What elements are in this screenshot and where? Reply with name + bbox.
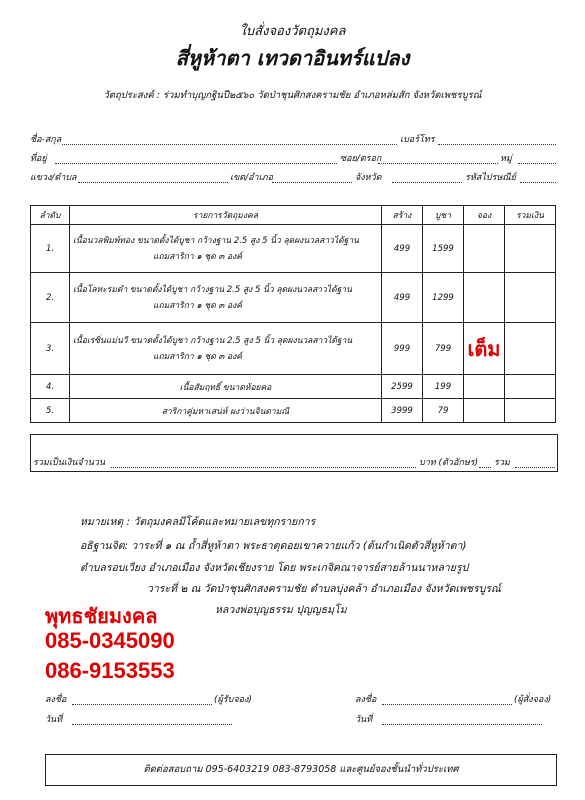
row-item: [70, 225, 382, 273]
row-reserve-cell[interactable]: [464, 225, 505, 273]
sign-label-right: ลงชื่อ: [355, 695, 377, 705]
baht-label: บาท (ตัวอักษร): [419, 458, 479, 468]
remark-note: หมายเหตุ : วัตถุมงคลมีโค้ดและหมายเลขทุกรายการ: [80, 516, 316, 528]
sign-label-left: ลงชื่อ: [45, 695, 67, 705]
row-item: เนื้อสัมฤทธิ์ ขนาดห้อยคอ: [70, 375, 382, 399]
address-label: ที่อยู่: [30, 154, 47, 164]
row-total-cell[interactable]: [505, 273, 556, 323]
sum-field[interactable]: [515, 466, 555, 468]
row-total-cell[interactable]: [505, 225, 556, 273]
row-made: 3999: [382, 399, 423, 423]
name-label: ชื่อ-สกุล: [30, 135, 62, 145]
phone-field[interactable]: [438, 143, 556, 145]
ceremony-line-3: วาระที่ ๒ ณ วัดป่าชุนศิกสงครามชัย ตำบลบุ่งคล้า อำเภอเมือง จังหวัดเพชรบูรณ์: [147, 583, 501, 595]
row-reserve-cell[interactable]: [464, 399, 505, 423]
form-title: ใบสั่งจองวัตถุมงคล: [239, 24, 346, 39]
village-label: หมู่: [500, 154, 512, 164]
booker-signature-field[interactable]: [382, 703, 512, 705]
ceremony-line-4: หลวงพ่อบุญธรรม ปุญญธมฺโม: [215, 604, 347, 616]
orderer-signature-field[interactable]: [72, 703, 212, 705]
item-description: เนื้อเรซิ่นแม่นวี ขนาดตั้งได้บูชา กว้างฐาน 2.5 สูง 5 นิ้ว ลุดผงนวลสาวได้ฐาน: [73, 335, 353, 346]
table-row: [31, 323, 556, 375]
row-price: 199: [423, 375, 464, 399]
table-row: [31, 399, 556, 423]
row-made: 499: [382, 225, 423, 273]
col-header-total: รวมเงิน: [505, 206, 556, 225]
sum-label: รวม: [494, 458, 510, 468]
shop-name: พุทธชัยมงคล: [45, 606, 158, 628]
province-label: จังหวัด: [355, 173, 382, 183]
item-description: เนื้อโลหะรมดำ ขนาดตั้งได้บูชา กว้างฐาน 2.5 สูง 5 นิ้ว ลุดผงนวลสาวได้ฐาน: [73, 284, 352, 295]
row-total-cell[interactable]: [505, 399, 556, 423]
village-field[interactable]: [518, 162, 556, 164]
col-header-made: สร้าง: [382, 206, 423, 225]
table-row: [31, 273, 556, 323]
main-title: สี่หูห้าตา เทวดาอินทร์แปลง: [175, 46, 410, 70]
item-bonus: แถมสาริกา ๑ ชุด ๓ องค์: [153, 351, 242, 362]
alley-label: ซอย/ตรอก: [340, 154, 382, 164]
postcode-field[interactable]: [520, 181, 556, 183]
ceremony-line-2: ตำบลรอบเวียง อำเภอเมือง จังหวัดเชียงราย โดย พระเกจิคณาจารย์สายล้านนาหลายรูป: [80, 562, 469, 574]
area-label: เขต/อำเภอ: [230, 173, 273, 183]
row-price: 1599: [423, 225, 464, 273]
district-label: แขวง/ตำบล: [30, 173, 77, 183]
postcode-label: รหัสไปรษณีย์: [465, 173, 516, 183]
row-item: สาริกาคู่มหาเสน่ห์ ผงว่านจินดามณี: [70, 399, 382, 423]
total-box: [30, 434, 558, 472]
district-field[interactable]: [78, 181, 228, 183]
name-field[interactable]: [62, 143, 397, 145]
ceremony-line-1: อธิฐานจิต: วาระที่ ๑ ณ ถ้ำสี่หูห้าตา พระธาตุดอยเขาควายแก้ว (ต้นกำเนิดตัวสี่หูห้าตา): [80, 540, 467, 552]
row-total-cell[interactable]: [505, 323, 556, 375]
contact-phone-2: 086-9153553: [45, 658, 175, 683]
row-made: 499: [382, 273, 423, 323]
purpose-line: วัตถุประสงค์ : ร่วมทำบุญกฐินปี๒๕๖๐ วัดป่าชุนศิกสงครามชัย อำเภอหล่มสัก จังหวัดเพชรบูรณ์: [103, 90, 482, 101]
table-header-row: [31, 206, 556, 225]
col-header-reserve: จอง: [464, 206, 505, 225]
col-header-no: ลำดับ: [31, 206, 70, 225]
phone-label: เบอร์โทร: [400, 135, 435, 145]
area-field[interactable]: [272, 181, 352, 183]
row-reserve-cell[interactable]: [464, 323, 505, 375]
table-row: [31, 225, 556, 273]
row-item: [70, 323, 382, 375]
baht-text-field[interactable]: [479, 466, 491, 468]
row-price: 79: [423, 399, 464, 423]
table-row: [31, 375, 556, 399]
row-made: 999: [382, 323, 423, 375]
row-reserve-cell[interactable]: [464, 375, 505, 399]
row-no: 2.: [31, 273, 70, 323]
row-price: 1299: [423, 273, 464, 323]
date-label-right: วันที่: [355, 715, 373, 725]
address-field[interactable]: [55, 162, 337, 164]
date-label-left: วันที่: [45, 715, 63, 725]
booker-label: (ผู้สั่งจอง): [514, 695, 552, 705]
col-header-price: บูชา: [423, 206, 464, 225]
total-label: รวมเป็นเงินจำนวน: [33, 458, 106, 468]
row-made: 2599: [382, 375, 423, 399]
row-no: 5.: [31, 399, 70, 423]
contact-phone-1: 085-0345090: [45, 628, 175, 653]
row-no: 4.: [31, 375, 70, 399]
sold-out-mark: เต็ม: [467, 336, 501, 361]
province-field[interactable]: [392, 181, 462, 183]
order-table: [30, 205, 556, 423]
item-bonus: แถมสาริกา ๑ ชุด ๓ องค์: [153, 251, 242, 262]
col-header-item: รายการวัตถุมงคล: [70, 206, 382, 225]
row-no: 3.: [31, 323, 70, 375]
item-description: เนื้อนวลพิมพ์ทอง ขนาดตั้งได้บูชา กว้างฐาน 2.5 สูง 5 นิ้ว ลุดผงนวลสาวได้ฐาน: [73, 235, 359, 246]
item-bonus: แถมสาริกา ๑ ชุด ๓ องค์: [153, 300, 242, 311]
footer-contact-box: ติดต่อสอบถาม 095-6403219 083-8793058 และศูนย์จองชั้นนำทั่วประเทศ: [45, 754, 557, 786]
row-total-cell[interactable]: [505, 375, 556, 399]
alley-field[interactable]: [378, 162, 498, 164]
row-item: [70, 273, 382, 323]
total-amount-field[interactable]: [111, 466, 416, 468]
orderer-label: (ผู้รับจอง): [214, 695, 252, 705]
date-field-right[interactable]: [382, 723, 542, 725]
row-price: 799: [423, 323, 464, 375]
row-reserve-cell[interactable]: [464, 273, 505, 323]
row-no: 1.: [31, 225, 70, 273]
date-field-left[interactable]: [72, 723, 232, 725]
